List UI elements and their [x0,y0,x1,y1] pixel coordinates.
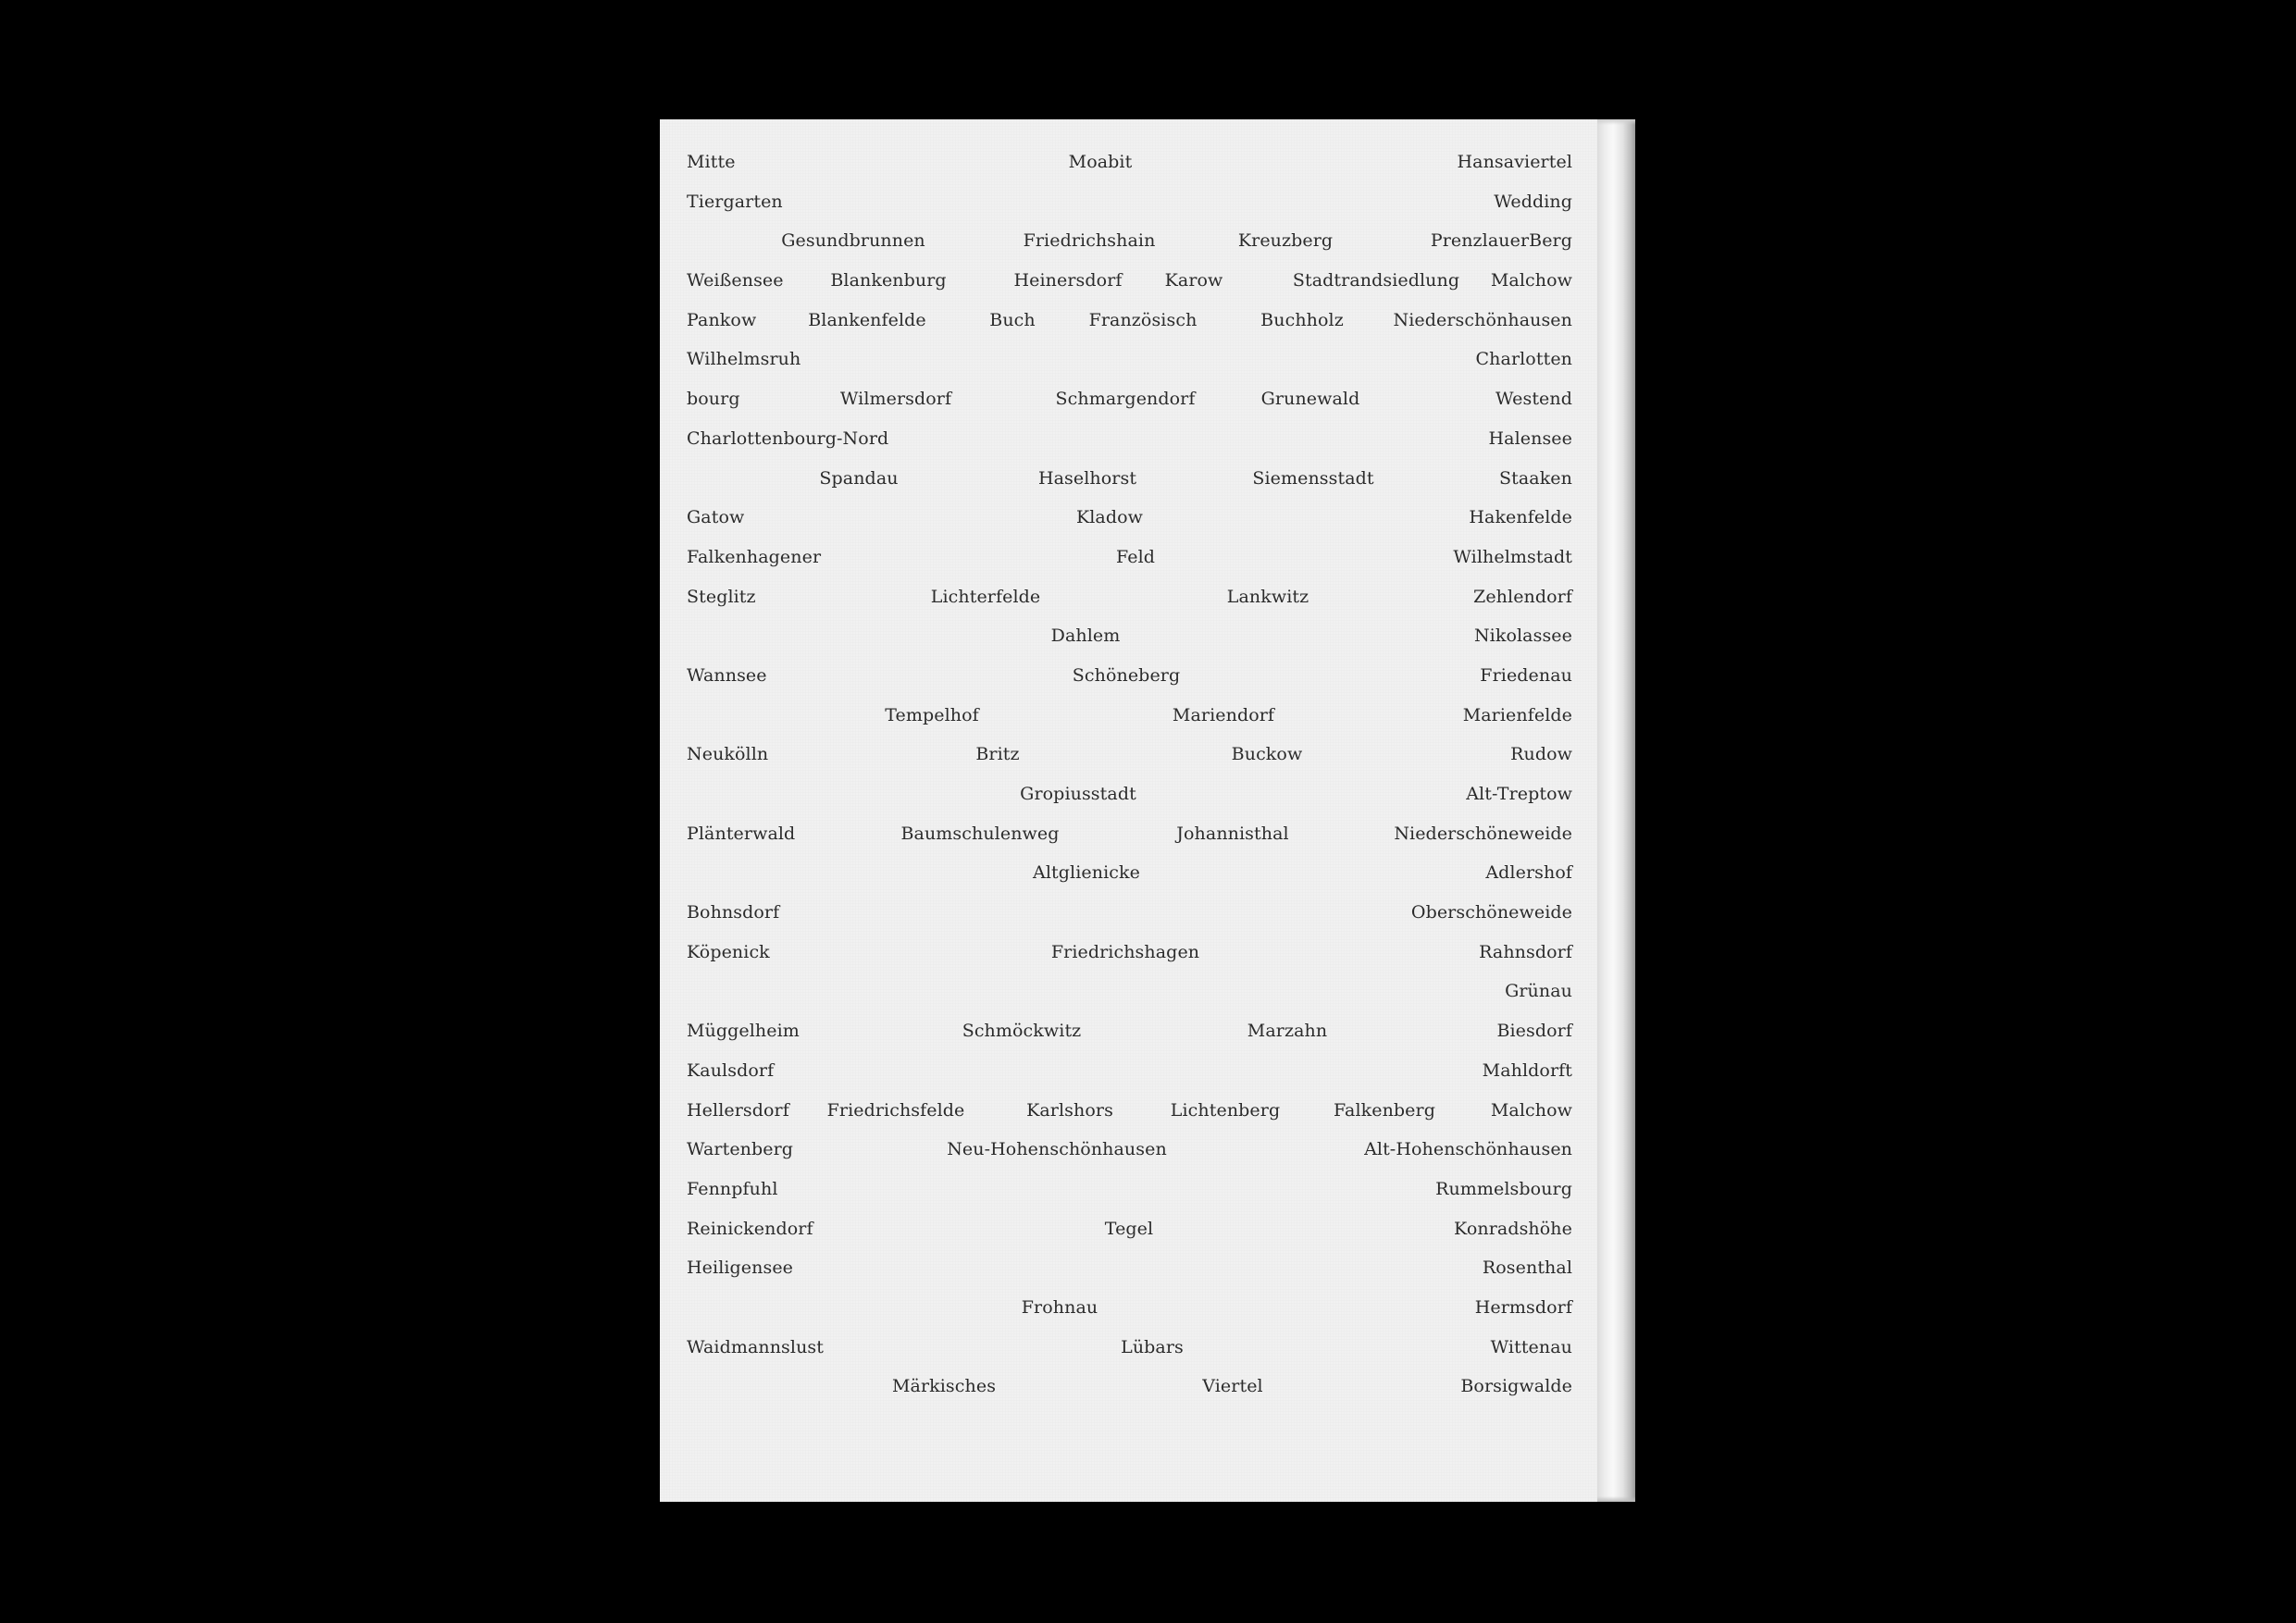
district-name: Karlshors [1026,1099,1113,1121]
district-name: Alt-Hohenschönhausen [1364,1139,1572,1160]
district-row [687,1257,1572,1296]
district-name: Biesdorf [1496,1021,1572,1042]
district-name: Bohnsdorf [687,902,780,923]
district-row [687,1336,1572,1376]
district-name: Zehlendorf [1473,586,1572,607]
district-name: Falkenhagener [687,546,822,567]
district-name: Neu-Hohenschönhausen [947,1139,1167,1160]
district-name: Friedrichshain [1023,230,1156,252]
district-name: Dahlem [1050,626,1121,647]
district-row [687,546,1572,586]
district-row [687,823,1572,862]
district-name: Lichtenberg [1170,1099,1281,1121]
district-name: Heiligensee [687,1258,794,1279]
district-name: Wannsee [687,664,767,686]
district-name: Steglitz [687,586,756,607]
district-name: Niederschönhausen [1393,309,1572,330]
district-name: Heinersdorf [1013,270,1123,291]
district-name: Wartenberg [687,1139,794,1160]
district-name: Malchow [1490,1099,1572,1121]
district-row [687,783,1572,823]
district-name: Rosenthal [1482,1258,1572,1279]
district-name: Wilhelmsruh [687,349,801,370]
district-name: Oberschöneweide [1410,902,1572,923]
district-name: Blankenfelde [808,309,926,330]
district-row [687,704,1572,744]
district-row [687,1020,1572,1059]
district-row [687,151,1572,191]
district-name: Viertel [1202,1376,1263,1397]
district-name: Pankow [687,309,757,330]
district-row [687,625,1572,664]
district-name: Hakenfelde [1469,507,1572,528]
spine-top-edge [1597,119,1635,125]
district-row [687,506,1572,546]
district-name: Marienfelde [1462,704,1572,725]
district-name: Moabit [1068,152,1133,172]
district-name: Wittenau [1490,1336,1572,1357]
district-name: Britz [975,744,1020,765]
district-row [687,191,1572,230]
district-name: Müggelheim [687,1021,800,1042]
district-name: Buckow [1231,744,1303,765]
district-name: Blankenburg [830,270,947,291]
district-name: Märkisches [891,1376,997,1397]
district-row [687,586,1572,626]
district-row [687,1059,1572,1099]
book [660,119,1635,1502]
district-name: Spandau [819,467,899,489]
district-row [687,467,1572,507]
district-row [687,427,1572,467]
district-name: Staaken [1498,467,1572,489]
district-name: Alt-Treptow [1466,784,1572,804]
district-name: PrenzlauerBerg [1430,230,1572,252]
district-name: Hellersdorf [687,1099,789,1121]
district-name: Tegel [1104,1218,1154,1239]
district-name: Kaulsdorf [687,1059,775,1081]
district-name: Siemensstadt [1252,467,1374,489]
district-row [687,269,1572,309]
district-row [687,229,1572,269]
district-name: Tiergarten [687,191,783,212]
district-name: Gatow [687,507,745,528]
district-name: Kladow [1075,507,1144,528]
district-name: bourg [687,389,740,410]
district-name: Gropiusstadt [1020,784,1136,804]
district-name: Lichterfelde [930,586,1041,607]
district-name: Westend [1496,389,1572,410]
book-cover [660,119,1597,1502]
district-row [687,1375,1572,1415]
district-name: Mariendorf [1172,704,1275,725]
district-name: Lübars [1121,1336,1184,1357]
district-name: Reinickendorf [687,1218,813,1239]
district-name: Karow [1164,270,1223,291]
district-name: Rummelsbourg [1435,1178,1572,1199]
district-name: Falkenberg [1334,1099,1435,1121]
district-name: Schöneberg [1072,664,1181,686]
district-row [687,664,1572,704]
book-spine [1597,119,1635,1502]
district-row [687,901,1572,941]
district-name: Malchow [1490,270,1572,291]
district-name: Charlottenbourg-Nord [687,427,889,449]
district-row [687,1178,1572,1218]
district-name: Haselhorst [1037,467,1137,489]
district-row [687,348,1572,388]
district-name: Nikolassee [1473,626,1572,647]
district-name: Hansaviertel [1457,152,1572,172]
district-name: Johannisthal [1176,823,1289,844]
district-row [687,1099,1572,1139]
district-row [687,1138,1572,1178]
district-names [687,151,1572,1415]
district-name: Plänterwald [687,823,796,844]
district-name: Kreuzberg [1237,230,1334,252]
district-row [687,743,1572,783]
district-name: Borsigwalde [1460,1376,1572,1397]
district-name: Wedding [1494,191,1572,212]
district-name: Frohnau [1021,1296,1098,1318]
district-row [687,388,1572,427]
district-name: Marzahn [1247,1021,1328,1042]
district-name: Charlotten [1475,349,1572,370]
district-name: Lankwitz [1226,586,1309,607]
district-name: Rahnsdorf [1479,941,1572,962]
district-row [687,1218,1572,1258]
district-name: Fennpfuhl [687,1178,778,1199]
district-name: Mitte [687,152,736,172]
district-name: Buch [989,309,1036,330]
district-name: Französisch [1088,309,1198,330]
district-name: Waidmannslust [687,1336,825,1357]
district-name: Köpenick [687,941,770,962]
district-name: Buchholz [1260,309,1344,330]
district-name: Niederschöneweide [1394,823,1572,844]
district-name: Weißensee [687,270,784,291]
district-name: Tempelhof [885,704,979,725]
district-name: Halensee [1488,427,1572,449]
district-row [687,941,1572,981]
district-name: Neukölln [687,744,769,765]
district-name: Baumschulenweg [900,823,1060,844]
district-row [687,980,1572,1020]
district-name: Altglienicke [1033,862,1140,884]
district-row [687,861,1572,901]
district-name: Hermsdorf [1474,1296,1572,1318]
district-name: Friedrichsfelde [826,1099,965,1121]
district-name: Rudow [1510,744,1572,765]
district-name: Grunewald [1260,389,1360,410]
spine-bottom-edge [1597,1496,1635,1502]
district-name: Grünau [1505,981,1572,1002]
district-name: Stadtrandsiedlung [1292,270,1460,291]
district-name: Wilmersdorf [839,389,952,410]
district-name: Feld [1115,546,1156,567]
district-row [687,1296,1572,1336]
district-name: Konradshöhe [1454,1218,1572,1239]
district-name: Friedrichshagen [1050,941,1200,962]
district-name: Gesundbrunnen [781,230,925,252]
district-name: Adlershof [1485,862,1572,884]
district-name: Friedenau [1480,664,1572,686]
district-name: Mahldorft [1482,1059,1572,1081]
district-name: Schmöckwitz [962,1021,1082,1042]
district-name: Wilhelmstadt [1453,546,1572,567]
district-row [687,309,1572,349]
district-name: Schmargendorf [1055,389,1196,410]
